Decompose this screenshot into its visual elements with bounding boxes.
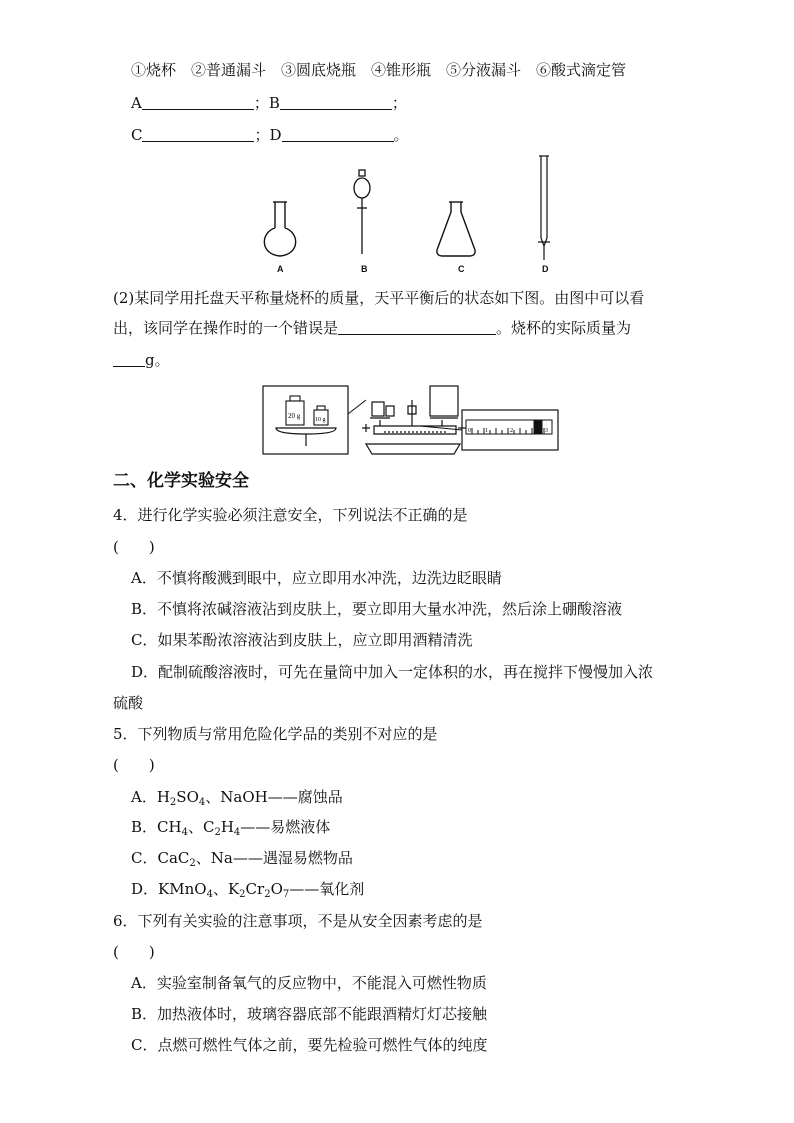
q6-option-a: A．实验室制备氧气的反应物中，不能混入可燃性物质	[131, 974, 487, 992]
scale-tick-3: 3	[545, 428, 548, 434]
q3-part2-text-a: 出，该同学在操作时的一个错误是	[113, 319, 339, 337]
q5-option-d: D．KMnO$_4$、$K_2Cr_2O_7——$氧化剂	[131, 880, 365, 900]
mass-unit: g。	[145, 351, 170, 369]
weight-20g-label: 20 g	[288, 412, 301, 420]
answer-blank-c[interactable]	[142, 125, 254, 142]
mass-answer-blank[interactable]	[113, 350, 145, 367]
error-answer-blank[interactable]	[338, 318, 496, 335]
separatory-funnel-icon	[354, 170, 370, 254]
q5-option-a: A．$H_2SO_4$、NaOH——腐蚀品	[131, 788, 343, 808]
q4-option-a: A．不慎将酸溅到眼中，应立即用水冲洗，边洗边眨眼睛	[131, 569, 502, 587]
q5-option-c: C．CaC$_2$、Na——遇湿易燃物品	[131, 849, 353, 869]
q3-part2-line2	[113, 318, 631, 338]
q4-paren: ( )	[113, 538, 155, 556]
q6-paren: ( )	[113, 943, 155, 961]
tray-balance-icon	[362, 386, 466, 454]
section-title: 二、化学实验安全	[113, 471, 249, 491]
rider-scale-icon	[466, 420, 552, 434]
separator: ；	[254, 126, 270, 144]
round-bottom-flask-icon	[264, 202, 295, 256]
scale-tick-0: 0	[468, 428, 471, 434]
period: 。	[393, 126, 409, 144]
q5-paren: ( )	[113, 756, 155, 774]
answer-label-d: D	[269, 126, 282, 144]
answer-blank-d[interactable]	[282, 125, 394, 142]
q6-option-c: C．点燃可燃性气体之前，要先检验可燃性气体的纯度	[131, 1036, 488, 1054]
q5-stem: 5．下列物质与常用危险化学品的类别不对应的是	[113, 725, 438, 743]
q4-option-b: B．不慎将浓碱溶液沾到皮肤上，要立即用大量水冲洗，然后涂上硼酸溶液	[131, 600, 623, 618]
figure-label-c: C	[458, 264, 465, 274]
balance-figure	[262, 384, 562, 458]
answer-label-a: A	[131, 94, 142, 112]
burette-icon	[538, 156, 550, 260]
q4-option-d: D．配制硫酸溶液时，可先在量筒中加入一定体积的水，再在搅拌下慢慢加入浓	[131, 663, 654, 681]
answer-blank-a[interactable]	[142, 93, 254, 110]
q5-option-b: B．$CH_4$、$C_2H_4——$易燃液体	[131, 818, 331, 838]
q4-option-d-cont: 硫酸	[113, 694, 144, 712]
q4-stem: 4．进行化学实验必须注意安全，下列说法不正确的是	[113, 506, 468, 524]
answer-blank-b[interactable]	[280, 93, 392, 110]
q3-part2-line1: (2)某同学用托盘天平称量烧杯的质量，天平平衡后的状态如下图。由图中可以看	[113, 289, 645, 307]
q3-part2-line3	[113, 350, 170, 370]
weight-20g-icon	[286, 396, 304, 425]
q3-options: ①烧杯 ②普通漏斗 ③圆底烧瓶 ④锥形瓶 ⑤分液漏斗 ⑥酸式滴定管	[131, 61, 627, 79]
q6-stem: 6．下列有关实验的注意事项，不是从安全因素考虑的是	[113, 912, 483, 930]
apparatus-figure	[255, 150, 565, 276]
separator: ；	[253, 94, 269, 112]
q3-part2-text-b: 。烧杯的实际质量为	[496, 319, 632, 337]
figure-label-d: D	[542, 264, 549, 274]
separator: ；	[391, 94, 407, 112]
answer-label-b: B	[268, 94, 280, 112]
conical-flask-icon	[437, 202, 475, 256]
q3-answer-row-2	[131, 125, 409, 145]
scale-tick-1: 1	[485, 428, 488, 434]
weight-10g-label: 10 g	[315, 417, 326, 423]
answer-label-c: C	[131, 126, 143, 144]
q4-option-c: C．如果苯酚浓溶液沾到皮肤上，应立即用酒精清洗	[131, 631, 473, 649]
q6-option-b: B．加热液体时，玻璃容器底部不能跟酒精灯灯芯接触	[131, 1005, 488, 1023]
scale-tick-2: 2	[510, 428, 513, 434]
q3-answer-row-1	[131, 93, 407, 113]
figure-label-b: B	[361, 264, 368, 274]
figure-label-a: A	[277, 264, 284, 274]
